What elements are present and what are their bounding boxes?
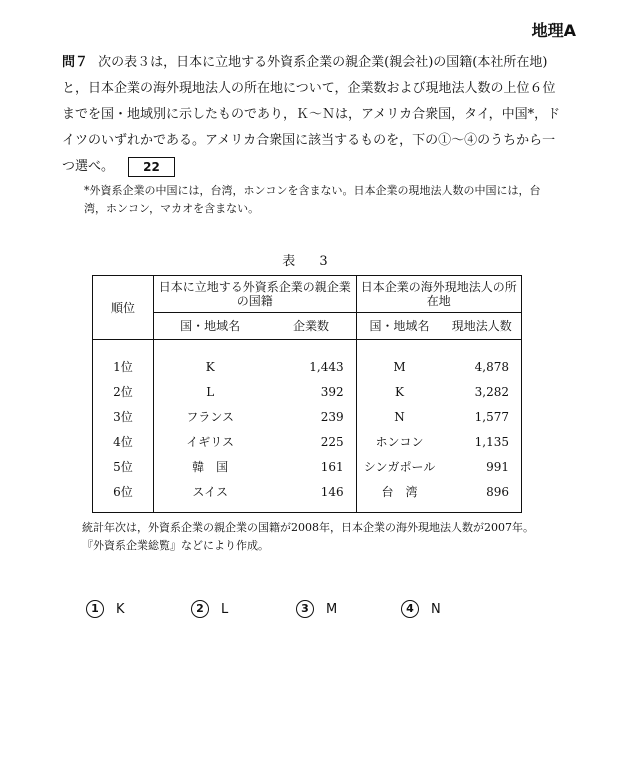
table-row (93, 454, 522, 479)
subsidiary-count-cell: 991 (486, 459, 509, 474)
rank-cell: 5位 (93, 454, 154, 479)
sub-header-count2: 現地法人数 (442, 313, 521, 340)
question-text: 次の表３は，日本に立地する外資系企業の親企業(親会社)の国籍(本社所在地)と，日本企業の海外現地法人の所在地について，企業数および現地法人数の上位６位までを国・地域別に示したものであり，Ｋ～Ｎは，アメリカ合衆国，タイ，中国*，ドイツのいずれかである。アメリカ合衆国に該当するものを，下の①～④のうちから一つ選べ。 (62, 55, 561, 174)
subsidiary-count-cell: 896 (486, 484, 509, 499)
choice-label: K (116, 601, 125, 617)
choice-4[interactable] (401, 600, 506, 618)
sub-header-count1: 企業数 (266, 313, 356, 340)
table-row (93, 479, 522, 513)
question-block (62, 50, 562, 180)
data-table (92, 275, 522, 513)
count-cell: 1,443 (266, 340, 356, 380)
source-note-reference: 『外資系企業総覧』などにより作成。 (82, 539, 269, 552)
location-cell: ホンコン (375, 435, 424, 449)
choice-number-circle: 4 (401, 600, 419, 618)
country-cell: イギリス (186, 435, 235, 449)
count-cell: 225 (266, 429, 356, 454)
subsidiary-count-cell: 3,282 (474, 384, 509, 399)
rank-cell: 1位 (93, 340, 154, 380)
table-row (93, 404, 522, 429)
sub-header-country2: 国・地域名 (356, 313, 442, 340)
count-cell: 392 (266, 379, 356, 404)
subsidiary-count-cell: 1,135 (474, 434, 509, 449)
location-cell: K (395, 384, 404, 399)
rank-cell: 6位 (93, 479, 154, 513)
group2-header: 日本企業の海外現地法人の所在地 (356, 276, 521, 313)
source-note (82, 519, 552, 555)
footnote: *外資系企業の中国には，台湾，ホンコンを含まない。日本企業の現地法人数の中国には，台湾，ホンコン，マカオを含まない。 (84, 184, 541, 215)
country-cell: スイス (192, 485, 228, 499)
choice-number-circle: 3 (296, 600, 314, 618)
rank-cell: 3位 (93, 404, 154, 429)
table-row (93, 429, 522, 454)
location-cell: M (393, 359, 406, 374)
choice-label: M (326, 601, 338, 617)
choice-3[interactable] (296, 600, 401, 618)
choice-2[interactable] (191, 600, 296, 618)
subsidiary-count-cell: 4,878 (474, 359, 509, 374)
source-note-years: 統計年次は，外資系企業の親企業の国籍が2008年，日本企業の海外現地法人数が2007年。 (82, 521, 534, 534)
count-cell: 239 (266, 404, 356, 429)
location-cell: N (394, 409, 405, 424)
location-cell: シンガポール (363, 460, 436, 474)
question-number: 問７ (62, 55, 89, 70)
choice-label: N (431, 601, 441, 617)
location-cell: 台 湾 (381, 485, 418, 499)
group1-header: 日本に立地する外資系企業の親企業の国籍 (154, 276, 357, 313)
subsidiary-count-cell: 1,577 (474, 409, 509, 424)
answer-choices (86, 600, 506, 618)
country-cell: 韓 国 (192, 460, 229, 474)
count-cell: 161 (266, 454, 356, 479)
rank-header: 順位 (93, 276, 154, 340)
count-cell: 146 (266, 479, 356, 513)
sub-header-country1: 国・地域名 (154, 313, 267, 340)
table-title: 表 3 (282, 254, 338, 269)
choice-number-circle: 2 (191, 600, 209, 618)
country-cell: L (206, 384, 215, 399)
choice-number-circle: 1 (86, 600, 104, 618)
subject-title: 地理A (531, 21, 576, 40)
answer-number-box: 22 (128, 157, 175, 177)
country-cell: K (205, 359, 215, 374)
rank-cell: 4位 (93, 429, 154, 454)
choice-1[interactable] (86, 600, 191, 618)
country-cell: フランス (186, 410, 234, 424)
table-row (93, 379, 522, 404)
table-row (93, 340, 522, 380)
rank-cell: 2位 (93, 379, 154, 404)
choice-label: L (221, 601, 229, 617)
